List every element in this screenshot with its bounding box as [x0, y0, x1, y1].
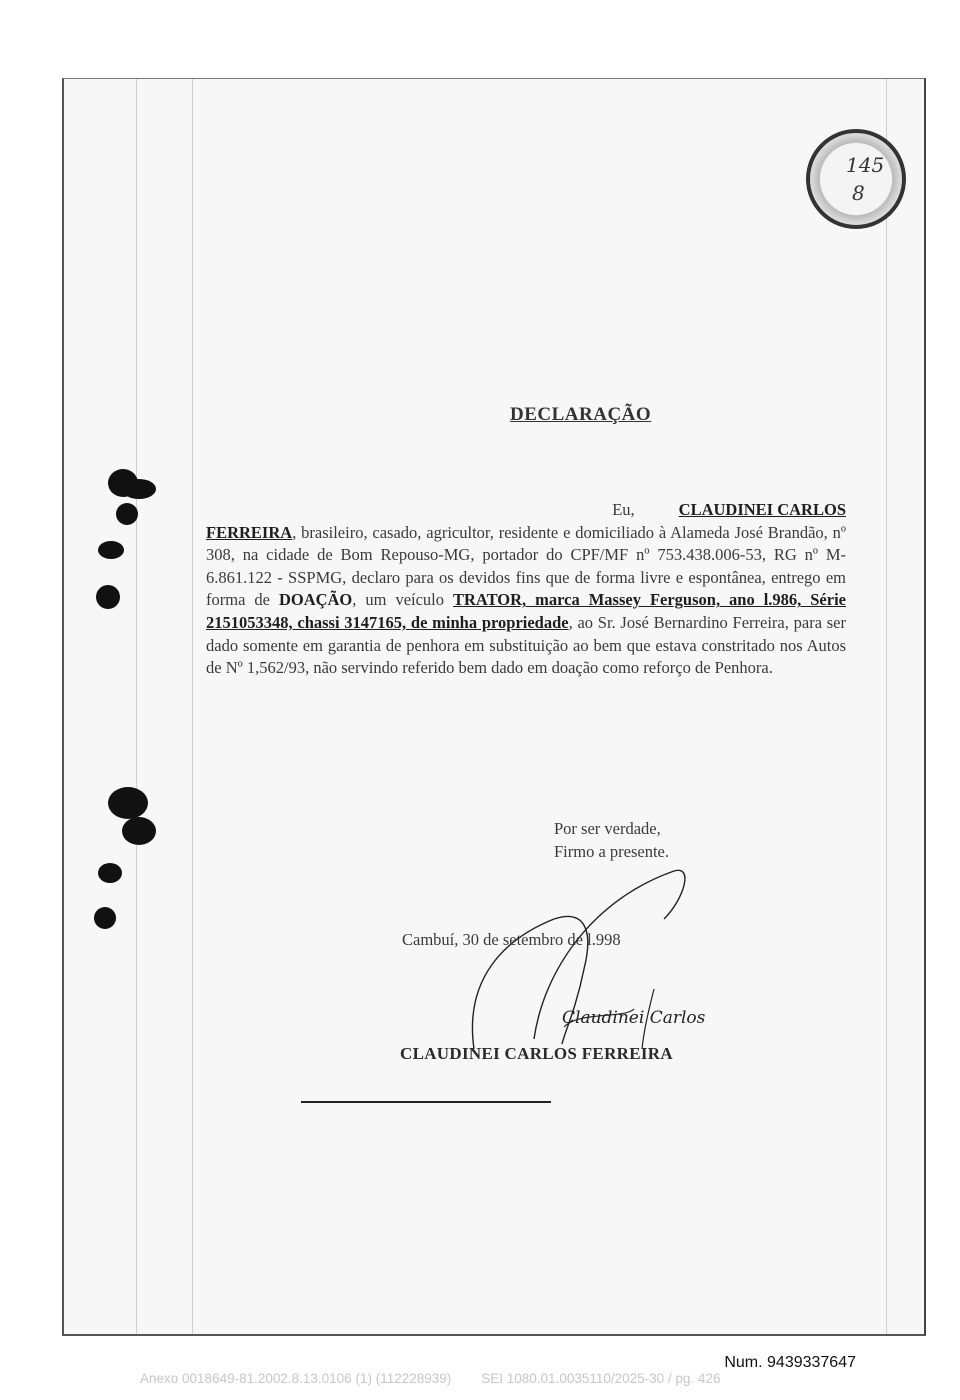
page-number-stamp [806, 129, 906, 229]
punch-hole [94, 907, 116, 929]
vehicle-description: TRATOR, marca Massey Ferguson, ano l.986, Série 2151053348, chassi 3147165, de minha propriedade [206, 590, 846, 632]
body-eu: Eu, [612, 500, 635, 519]
punch-hole [122, 479, 156, 499]
punch-hole [116, 503, 138, 525]
punch-hole [98, 863, 122, 883]
scanned-page [62, 78, 926, 1336]
body-first-line [206, 499, 846, 522]
svg-text:Claudinei Carlos: Claudinei Carlos [562, 1008, 706, 1028]
punch-hole [96, 585, 120, 609]
punch-hole [108, 787, 148, 819]
body-paragraph-1: , brasileiro, casado, agricultor, residente e domiciliado à Alameda José Brandão, nº 308, na cidade de Bom Repouso-MG, portador do CPF/MF nº 753.438.006-53, RG nº M-6.861.122 - SSPMG, declaro para os devidos fins que de forma livre e espontânea, entrego em forma de [206, 522, 846, 610]
document-number: Num. 9439337647 [724, 1354, 856, 1371]
declarant-name-last: FERREIRA [206, 522, 293, 542]
body-paragraph-3: , ao Sr. José Bernardino Ferreira, para ser dado somente em garantia de penhora em substituição ao bem que estava constritado nos Autos de Nº 1,562/93, não servindo referido bem dado em doação como reforço de Penhora. [206, 612, 846, 678]
closing-line-1: Por ser verdade, [554, 819, 661, 838]
stamp-number-bottom: 8 [852, 181, 865, 205]
signature-line [301, 1101, 551, 1103]
footer-reference: Anexo 0018649-81.2002.8.13.0106 (1) (112228939) SEI 1080.01.0035110/2025-30 / pg. 426 [140, 1371, 721, 1386]
place-date: Cambuí, 30 de setembro de l.998 [402, 930, 621, 949]
closing-block [554, 817, 669, 863]
declaration-body [206, 499, 846, 680]
fold-line [192, 79, 193, 1334]
document-title: DECLARAÇÃO [510, 404, 652, 425]
declarant-name-first: CLAUDINEI CARLOS [678, 500, 846, 519]
fold-line [136, 79, 137, 1334]
signer-name: CLAUDINEI CARLOS FERREIRA [400, 1044, 673, 1063]
handwritten-signature [444, 859, 744, 1059]
body-paragraph-2: , um veículo [352, 590, 453, 610]
punch-hole [122, 817, 156, 845]
donation-keyword: DOAÇÃO [278, 590, 353, 610]
punch-hole [98, 541, 124, 559]
closing-line-2: Firmo a presente. [554, 842, 670, 861]
fold-line [886, 79, 887, 1334]
stamp-number-top: 145 [846, 153, 885, 177]
